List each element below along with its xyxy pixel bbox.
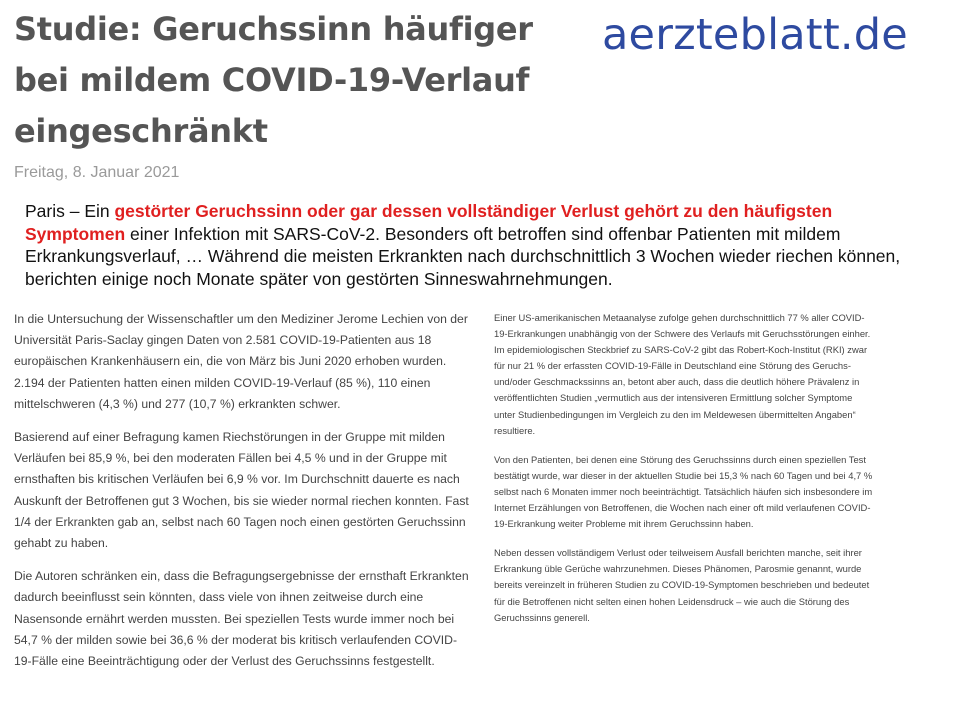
summary-rest: einer Infektion mit SARS-CoV-2. Besonders oft betroffen sind offenbar Patienten mit mildem Erkrankungsverlauf, … Während die meisten Erkrankten nach durchschnittlich 3 Wochen wieder riechen können, berichten einige noch Monate später von gestörten Sinneswahrnehmungen. <box>25 223 901 289</box>
right-paragraph-1: Einer US-amerikanischen Metaanalyse zufolge gehen durchschnittlich 77 % aller COVID-19-Erkrankungen unabhängig von der Schwere des Verlaufs mit Geruchsstörungen einher. Im epidemiologischen Steckbrief zu SARS-CoV-2 gibt das Robert-Koch-Institut (RKI) zwar für nur 21 % der erfassten COVID-19-Fälle in Deutschland eine Störung des Geruchs- und/oder Geschmackssinns an, betont aber auch, dass die deutlich höhere Prävalenz in veröffentlichten Studien „vermutlich aus der intensiveren Ermittlung solcher Symptome unter Studienbedingungen im Vergleich zu den im Meldewesen übermittelten Angaben“ resultiere. <box>494 312 871 436</box>
left-paragraph-1: In die Untersuchung der Wissenschaftler um den Mediziner Jerome Lechien von der Universität Paris-Saclay gingen Daten von 2.581 COVID-19-Patienten aus 18 europäischen Krankenhäusern ein, die von März bis Juni 2020 erhoben wurden. 2.194 der Patienten hatten einen milden COVID-19-Verlauf (85 %), 110 einen mittelschweren (4,3 %) und 277 (10,7 %) erkrankten schwer. <box>14 312 468 411</box>
article-left-column <box>14 309 472 684</box>
article-headline: Studie: Geruchssinn häufiger bei mildem COVID-19-Verlauf eingeschränkt <box>14 10 533 150</box>
summary-lead: Paris – Ein <box>25 201 115 221</box>
right-paragraph-2: Von den Patienten, bei denen eine Störung des Geruchssinns durch einen speziellen Test bestätigt wurde, war dieser in der aktuellen Studie bei 15,3 % nach 60 Tagen und bei 4,7 % selbst nach 6 Monaten immer noch beeinträchtigt. Tatsächlich häufen sich insbesondere im Internet Erzählungen von Betroffenen, die Wochen nach einer oft mild verlaufenen COVID-19-Erkrankung weiter Probleme mit ihrem Geruchssinn haben. <box>494 453 873 530</box>
publication-date: Freitag, 8. Januar 2021 <box>14 164 180 181</box>
summary-quote <box>25 200 935 290</box>
left-paragraph-2: Basierend auf einer Befragung kamen Riechstörungen in der Gruppe mit milden Verläufen bei 85,9 %, bei den moderaten Fällen bei 4,5 % und in der Gruppe mit ernsthaften bis kritischen Verläufen bei 6,9 % vor. Im Durchschnitt dauerte es nach Auskunft der Betroffenen gut 3 Wochen, bis sie wieder normal riechen konnten. Fast 1/4 der Erkrankten gab an, selbst nach 60 Tagen noch einen gestörten Geruchssinn gehabt zu haben. <box>14 430 469 551</box>
left-paragraph-3: Die Autoren schränken ein, dass die Befragungsergebnisse der ernsthaft Erkrankten dadurch beeinflusst sein könnten, dass viele von ihnen zeitweise durch eine Nasensonde ernährt werden mussten. Bei speziellen Tests wurde immer noch bei 54,7 % der milden sowie bei 36,6 % der moderat bis kritisch verlaufenden COVID-19-Fälle eine Beeinträchtigung oder der Verlust des Geruchssinns festgestellt. <box>14 569 469 669</box>
article-right-column <box>494 310 874 639</box>
summary-highlight: gestörter Geruchssinn oder gar dessen vollständiger Verlust gehört zu den häufigsten Symptomen <box>25 201 833 244</box>
aerzteblatt-logo: aerzteblatt.de <box>602 10 908 60</box>
right-paragraph-3: Neben dessen vollständigem Verlust oder teilweisem Ausfall berichten manche, seit ihrer Erkrankung üble Gerüche wahrzunehmen. Dieses Phänomen, Parosmie genannt, wurde bereits vereinzelt in früheren Studien zu COVID-19-Symptomen beschrieben und bedeutet für die Betroffenen nicht selten einen hohen Leidensdruck – wie auch die Störung des Geruchssinns generell. <box>494 547 870 623</box>
